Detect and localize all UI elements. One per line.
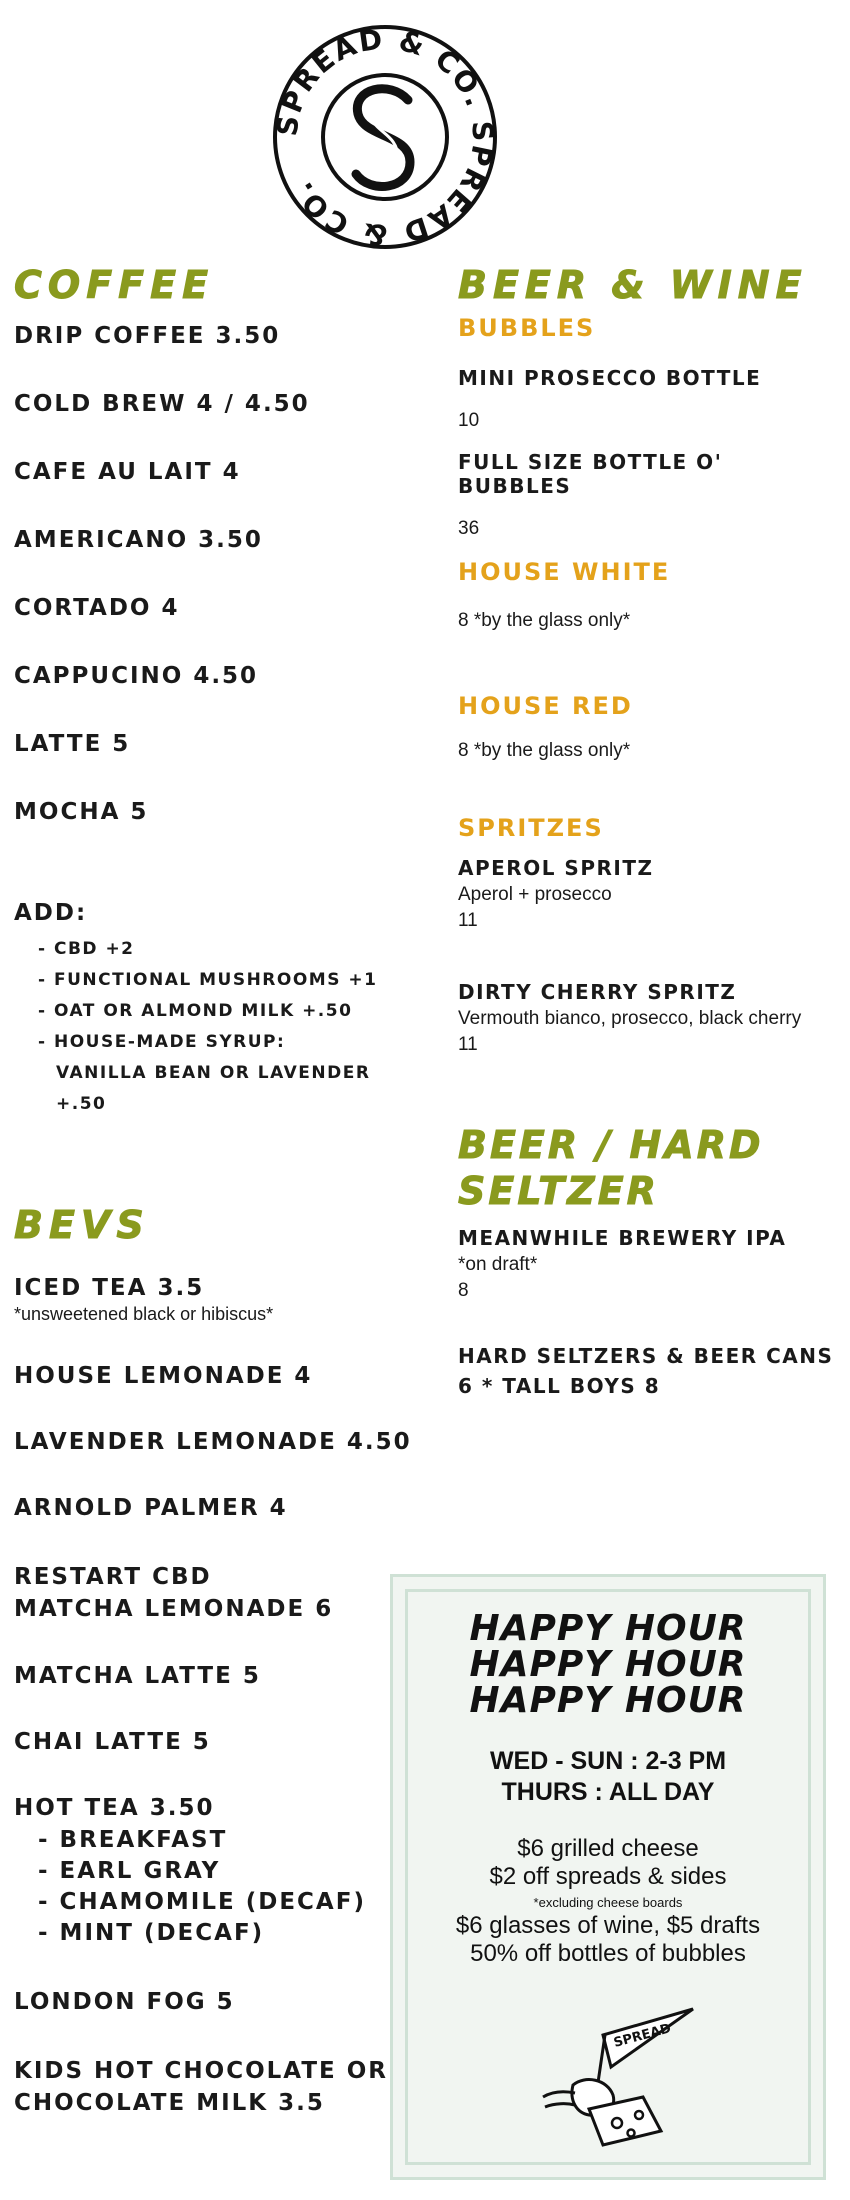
bev-item: HOT TEA 3.50 bbox=[14, 1795, 215, 1821]
bev-item: KIDS HOT CHOCOLATE OR bbox=[14, 2058, 388, 2084]
coffee-item: CAFE AU LAIT 4 bbox=[14, 459, 241, 485]
house-white-title: HOUSE WHITE bbox=[458, 558, 671, 586]
wine-item: FULL SIZE BOTTLE O' BUBBLES bbox=[458, 450, 723, 498]
bev-item: MATCHA LATTE 5 bbox=[14, 1663, 261, 1689]
bev-item: ARNOLD PALMER 4 bbox=[14, 1495, 288, 1521]
spritz-item: APEROL SPRITZ bbox=[458, 856, 654, 880]
spritzes-title: SPRITZES bbox=[458, 814, 604, 842]
spritz-price: 11 bbox=[458, 1034, 478, 1055]
pennant-text: SPREAD bbox=[612, 2021, 673, 2051]
bubbles-title: BUBBLES bbox=[458, 314, 596, 342]
happy-hour-days: WED - SUN : 2-3 PM bbox=[489, 1747, 727, 1775]
right-column bbox=[458, 262, 838, 1398]
happy-hour-deal: $6 glasses of wine, $5 drafts bbox=[455, 1912, 761, 1939]
coffee-item: DRIP COFFEE 3.50 bbox=[14, 323, 281, 349]
left-column bbox=[14, 262, 434, 2116]
beer-item: MEANWHILE BREWERY IPA bbox=[458, 1226, 787, 1250]
bev-item: CHAI LATTE 5 bbox=[14, 1729, 211, 1755]
beer-wine-title: BEER & WINE bbox=[458, 263, 808, 307]
wine-item: MINI PROSECCO BOTTLE bbox=[458, 366, 762, 390]
tea-option: - MINT (DECAF) bbox=[38, 1920, 265, 1946]
tea-option: - BREAKFAST bbox=[38, 1827, 228, 1853]
hand-pennant-illustration bbox=[533, 2005, 703, 2155]
happy-hour-deal: 50% off bottles of bubbles bbox=[470, 1940, 746, 1967]
add-label: ADD: bbox=[14, 900, 88, 926]
spritz-desc: Vermouth bianco, prosecco, black cherry bbox=[458, 1008, 802, 1029]
bev-item: LONDON FOG 5 bbox=[14, 1989, 235, 2015]
addon-item: - CBD +2 bbox=[38, 939, 135, 959]
bevs-list bbox=[14, 1272, 434, 2119]
bevs-title: BEVS bbox=[14, 1203, 150, 1247]
spritz-price: 11 bbox=[458, 910, 478, 931]
bev-item: CHOCOLATE MILK 3.5 bbox=[14, 2090, 325, 2116]
spritz-desc: Aperol + prosecco bbox=[458, 884, 612, 905]
coffee-item: COLD BREW 4 / 4.50 bbox=[14, 391, 310, 417]
beer-seltzer-title-line1: BEER / HARD bbox=[458, 1123, 764, 1167]
tea-option: - CHAMOMILE (DECAF) bbox=[38, 1889, 366, 1915]
beer-item: 6 * TALL BOYS 8 bbox=[458, 1374, 661, 1398]
logo-ring-text: SPREAD & CO. SPREAD & CO. bbox=[270, 22, 500, 252]
happy-hour-thurs: THURS : ALL DAY bbox=[501, 1778, 715, 1806]
beer-seltzer-title-line2: SELTZER bbox=[458, 1169, 659, 1213]
happy-hour-title: HAPPY HOUR bbox=[469, 1680, 747, 1721]
beer-note: *on draft* bbox=[458, 1254, 538, 1275]
tea-option: - EARL GRAY bbox=[38, 1858, 221, 1884]
bev-item: LAVENDER LEMONADE 4.50 bbox=[14, 1429, 412, 1455]
coffee-item: CAPPUCINO 4.50 bbox=[14, 663, 259, 689]
house-white-line: 8 *by the glass only* bbox=[458, 610, 631, 631]
beer-price: 8 bbox=[458, 1280, 469, 1301]
coffee-item: MOCHA 5 bbox=[14, 799, 149, 825]
addon-item-continued: VANILLA BEAN OR LAVENDER bbox=[56, 1063, 371, 1083]
bev-item: HOUSE LEMONADE 4 bbox=[14, 1363, 313, 1389]
addon-item: - OAT OR ALMOND MILK +.50 bbox=[38, 1001, 353, 1021]
spread-co-logo bbox=[270, 22, 500, 252]
spritz-item: DIRTY CHERRY SPRITZ bbox=[458, 980, 737, 1004]
hot-tea-options bbox=[38, 1825, 434, 1949]
coffee-item: LATTE 5 bbox=[14, 731, 131, 757]
addon-item: - FUNCTIONAL MUSHROOMS +1 bbox=[38, 970, 378, 990]
addon-item: - HOUSE-MADE SYRUP: bbox=[38, 1032, 286, 1052]
happy-hour-title: HAPPY HOUR bbox=[469, 1608, 747, 1649]
coffee-list bbox=[14, 314, 434, 858]
wine-price: 10 bbox=[458, 410, 480, 431]
happy-hour-deal: $2 off spreads & sides bbox=[489, 1863, 727, 1890]
coffee-title: COFFEE bbox=[14, 263, 215, 307]
happy-hour-deal: $6 grilled cheese bbox=[517, 1835, 699, 1862]
addon-list bbox=[38, 934, 434, 1120]
house-red-line: 8 *by the glass only* bbox=[458, 740, 631, 761]
happy-hour-box bbox=[390, 1574, 826, 2180]
addon-item-continued: +.50 bbox=[56, 1094, 107, 1114]
happy-hour-content bbox=[393, 1608, 823, 1968]
beer-item: HARD SELTZERS & BEER CANS bbox=[458, 1344, 834, 1368]
wine-price: 36 bbox=[458, 518, 480, 539]
bev-item: RESTART CBD bbox=[14, 1564, 212, 1590]
bev-note: *unsweetened black or hibiscus* bbox=[14, 1304, 274, 1324]
coffee-item: CORTADO 4 bbox=[14, 595, 180, 621]
happy-hour-excluding: *excluding cheese boards bbox=[533, 1895, 683, 1910]
happy-hour-title: HAPPY HOUR bbox=[469, 1644, 747, 1685]
house-red-title: HOUSE RED bbox=[458, 692, 633, 720]
bev-item: ICED TEA 3.5 bbox=[14, 1275, 205, 1301]
bev-item: MATCHA LEMONADE 6 bbox=[14, 1596, 334, 1622]
coffee-item: AMERICANO 3.50 bbox=[14, 527, 263, 553]
